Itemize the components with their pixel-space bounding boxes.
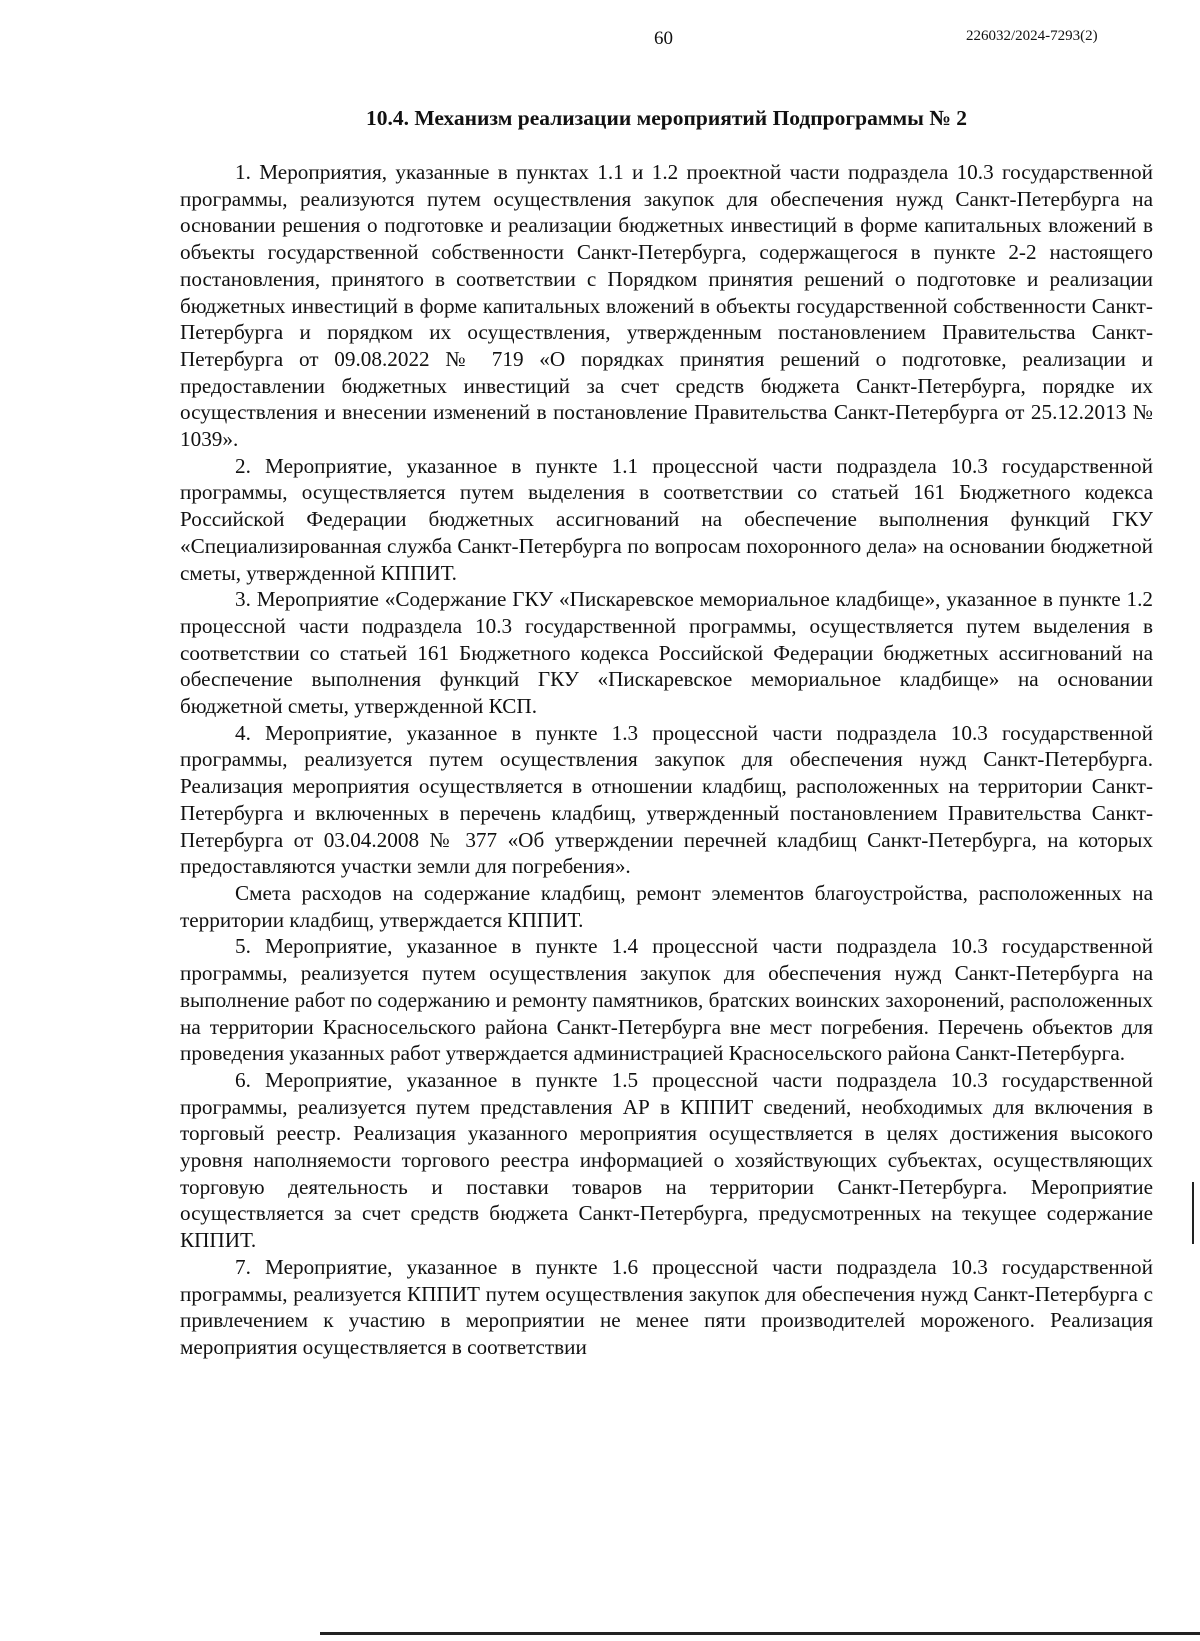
paragraph-1: 1. Мероприятия, указанные в пунктах 1.1 и 1.2 проектной части подраздела 10.3 государственной программы, реализуются путем осуществления закупок для обеспечения нужд Санкт-Петербурга на основании решения о подготовке и реализации бюджетных инвестиций в форме капитальных вложений в объекты государственной собственности Санкт-Петербурга, содержащегося в пункте 2-2 настоящего постановления, принятого в соответствии с Порядком принятия решений о подготовке и реализации бюджетных инвестиций в форме капитальных вложений в объекты государственной собственности Санкт-Петербурга и порядком их осуществления, утвержденным постановлением Правительства Санкт-Петербурга от 09.08.2022 № 719 «О порядках принятия решений о подготовке, реализации и предоставлении бюджетных инвестиций за счет средств бюджета Санкт-Петербурга, порядке их осуществления и внесении изменений в постановление Правительства Санкт-Петербурга от 25.12.2013 № 1039». — [180, 160, 1153, 452]
page-number: 60 — [654, 28, 673, 49]
section-title: 10.4. Механизм реализации мероприятий Подпрограммы № 2 — [365, 106, 968, 130]
paragraph-4-estimate: Смета расходов на содержание кладбищ, ремонт элементов благоустройства, расположенных на территории кладбищ, утверждается КППИТ. — [180, 880, 1153, 932]
paragraph-7: 7. Мероприятие, указанное в пункте 1.6 процессной части подраздела 10.3 государственной программы, реализуется КППИТ путем осуществления закупок для обеспечения нужд Санкт-Петербурга с привлечением к участию в мероприятии не менее пяти производителей мороженого. Реализация мероприятия осуществляется в соответствии — [180, 1254, 1153, 1359]
paragraph-3: 3. Мероприятие «Содержание ГКУ «Пискаревское мемориальное кладбище», указанное в пункте 1.2 процессной части подраздела 10.3 государственной программы, осуществляется путем выделения в соответствии со статьей 161 Бюджетного кодекса Российской Федерации бюджетных ассигнований на обеспечение выполнения функций ГКУ «Пискаревское мемориальное кладбище» на основании бюджетной сметы, утвержденной КСП. — [180, 587, 1153, 719]
document-body — [180, 159, 1153, 1361]
scan-edge-bottom — [320, 1632, 1200, 1635]
document-id: 226032/2024-7293(2) — [966, 28, 1098, 44]
paragraph-5: 5. Мероприятие, указанное в пункте 1.4 процессной части подраздела 10.3 государственной программы, реализуется путем осуществления закупок для обеспечения нужд Санкт-Петербурга на выполнение работ по содержанию и ремонту памятников, братских воинских захоронений, расположенных на территории Красносельского района Санкт-Петербурга вне мест погребения. Перечень объектов для проведения указанных работ утверждается администрацией Красносельского района Санкт-Петербурга. — [180, 934, 1153, 1066]
paragraph-4: 4. Мероприятие, указанное в пункте 1.3 процессной части подраздела 10.3 государственной программы, реализуется путем осуществления закупок для обеспечения нужд Санкт-Петербурга. Реализация мероприятия осуществляется в отношении кладбищ, расположенных на территории Санкт-Петербурга и включенных в перечень кладбищ, утвержденный постановлением Правительства Санкт-Петербурга от 03.04.2008 № 377 «Об утверждении перечней кладбищ Санкт-Петербурга, на которых предоставляются участки земли для погребения». — [180, 720, 1153, 879]
scan-edge-right — [1192, 1182, 1194, 1244]
paragraph-2: 2. Мероприятие, указанное в пункте 1.1 процессной части подраздела 10.3 государственной программы, осуществляется путем выделения в соответствии со статьей 161 Бюджетного кодекса Российской Федерации бюджетных ассигнований на обеспечение выполнения функций ГКУ «Специализированная служба Санкт-Петербурга по вопросам похоронного дела» на основании бюджетной сметы, утвержденной КППИТ. — [180, 453, 1153, 585]
paragraph-6: 6. Мероприятие, указанное в пункте 1.5 процессной части подраздела 10.3 государственной программы, реализуется путем представления АР в КППИТ сведений, необходимых для включения в торговый реестр. Реализация указанного мероприятия осуществляется в целях достижения высокого уровня наполняемости торгового реестра информацией о хозяйствующих субъектах, осуществляющих торговую деятельность и поставки товаров на территории Санкт-Петербурга. Мероприятие осуществляется за счет средств бюджета Санкт-Петербурга, предусмотренных на текущее содержание КППИТ. — [180, 1067, 1153, 1253]
